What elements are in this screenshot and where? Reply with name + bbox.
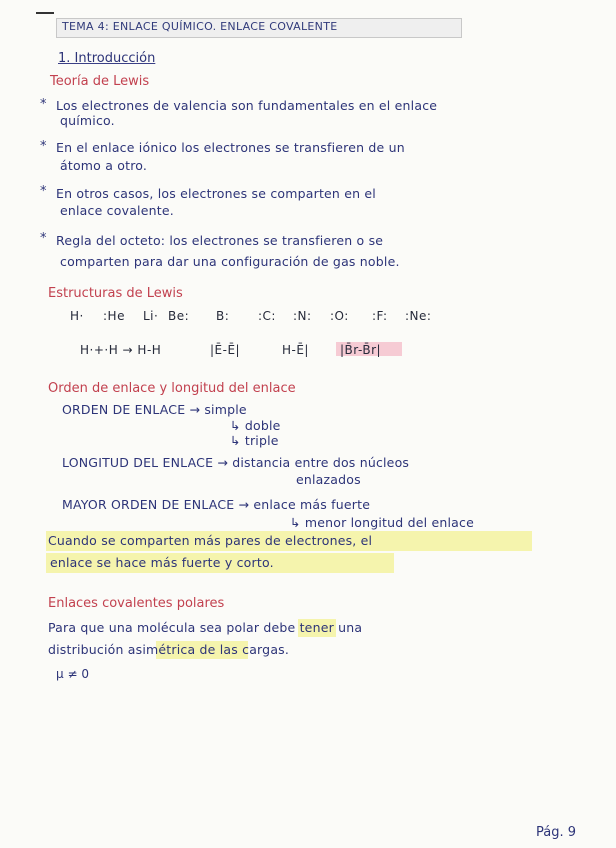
bullet1-line1: Los electrones de valencia son fundamentales en el enlace xyxy=(56,98,438,113)
bullet-star-1: * xyxy=(40,97,47,112)
order-label: ORDEN DE ENLACE → simple xyxy=(62,402,247,417)
lewis-atom-be: Be: xyxy=(168,309,190,323)
bullet4-line1: Regla del octeto: los electrones se transfieren o se xyxy=(56,233,384,248)
lewis-atom-h: H· xyxy=(70,309,84,323)
lewis-atom-n: :N: xyxy=(293,309,312,323)
bullet-star-2: * xyxy=(40,139,47,154)
lewis-atom-f: :F: xyxy=(372,309,388,323)
mu-not-zero: µ ≠ 0 xyxy=(56,667,89,681)
bullet-star-4: * xyxy=(40,231,47,246)
polar-title: Enlaces covalentes polares xyxy=(48,596,225,611)
bullet3-line2: enlace covalente. xyxy=(60,203,174,218)
lewis-br2: |B̄r-B̄r| xyxy=(340,343,382,357)
lewis-atom-o: :O: xyxy=(330,309,349,323)
mayor-order-label: MAYOR ORDEN DE ENLACE → enlace más fuerte xyxy=(62,497,371,512)
lewis-structures-title: Estructuras de Lewis xyxy=(48,286,183,301)
lewis-atom-ne: :Ne: xyxy=(405,309,432,323)
lewis-atom-c: :C: xyxy=(258,309,276,323)
bullet4-line2: comparten para dar una configuración de gas noble. xyxy=(60,254,400,269)
polar-line2: distribución asimétrica de las cargas. xyxy=(48,642,290,657)
lewis-atom-b: B: xyxy=(216,309,230,323)
summary-line2: enlace se hace más fuerte y corto. xyxy=(50,555,274,570)
polar-line1: Para que una molécula sea polar debe tener una xyxy=(48,620,363,635)
order-length-title: Orden de enlace y longitud del enlace xyxy=(48,381,296,396)
lewis-hf: H-Ē| xyxy=(282,343,309,357)
bullet2-line1: En el enlace iónico los electrones se transfieren de un xyxy=(56,140,405,155)
section-intro-title: 1. Introducción xyxy=(58,51,156,66)
lewis-atom-he: :He xyxy=(103,309,125,323)
corner-mark xyxy=(36,12,54,14)
bullet-star-3: * xyxy=(40,184,47,199)
lewis-f2: |Ē-Ē| xyxy=(210,343,241,357)
lewis-h2-formation: H·+·H → H-H xyxy=(80,343,162,357)
order-triple: ↳ triple xyxy=(230,433,279,448)
length-label: LONGITUD DEL ENLACE → distancia entre dos núcleos xyxy=(62,455,410,470)
summary-line1: Cuando se comparten más pares de electrones, el xyxy=(48,533,373,548)
bullet1-line2: químico. xyxy=(60,113,115,128)
page-number: Pág. 9 xyxy=(536,825,577,840)
lewis-atom-li: Li· xyxy=(143,309,159,323)
order-double: ↳ doble xyxy=(230,418,281,433)
page-title: TEMA 4: ENLACE QUÍMICO. ENLACE COVALENTE xyxy=(62,20,338,33)
mayor-order-line2: ↳ menor longitud del enlace xyxy=(290,515,474,530)
bullet3-line1: En otros casos, los electrones se comparten en el xyxy=(56,186,376,201)
bullet2-line2: átomo a otro. xyxy=(60,158,148,173)
length-line2: enlazados xyxy=(296,472,361,487)
lewis-theory-title: Teoría de Lewis xyxy=(50,74,150,89)
